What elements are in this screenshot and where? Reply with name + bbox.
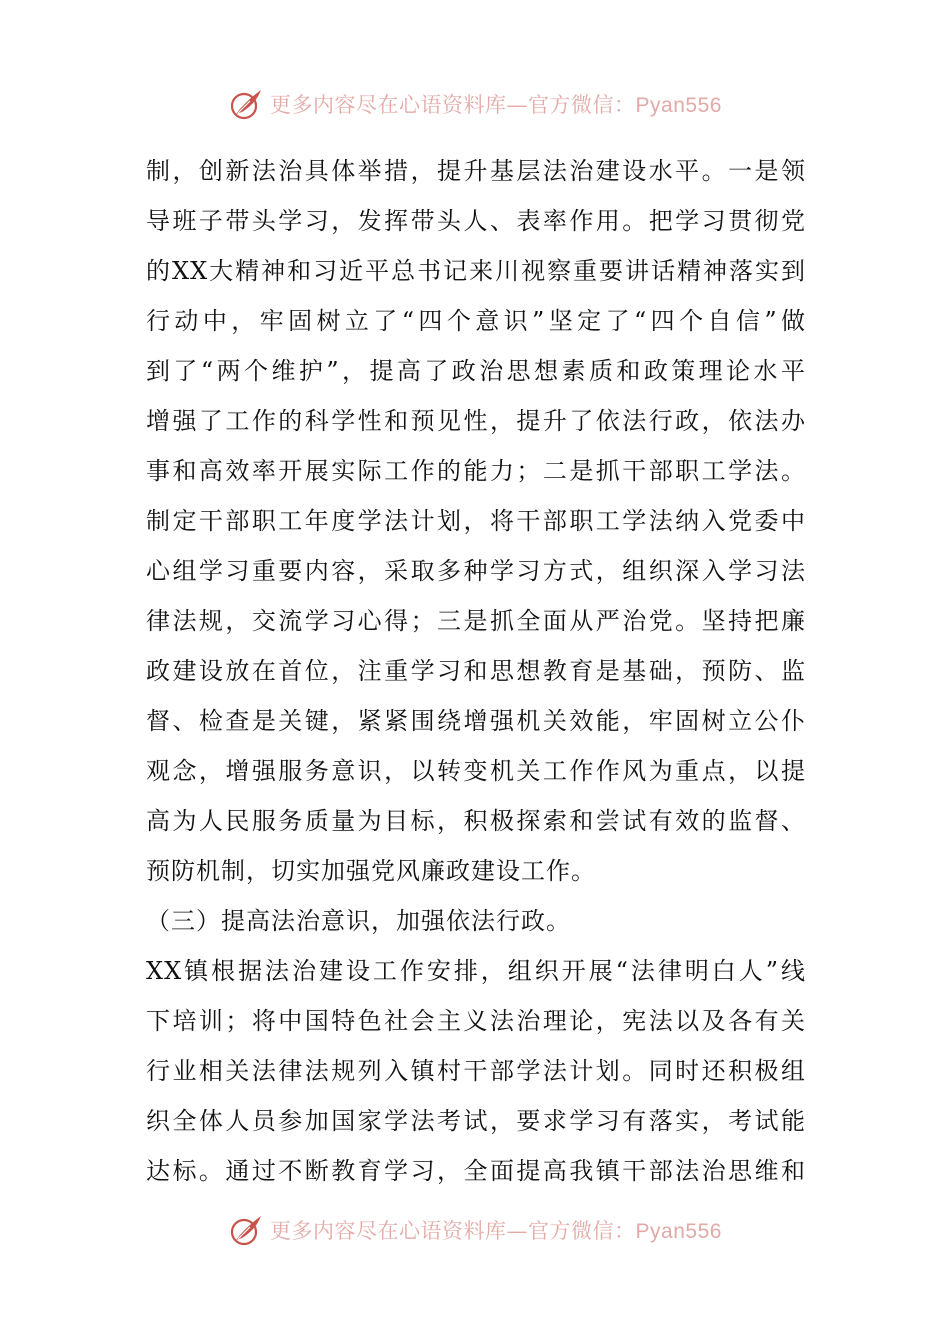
text-line: 下培训；将中国特色社会主义法治理论，宪法以及各有关 [146,1007,806,1035]
text-line: 政建设放在首位，注重学习和思想教育是基础，预防、监 [146,657,806,685]
text-line: （三）提高法治意识，加强依法行政。 [146,907,571,935]
text-line: 预防机制，切实加强党风廉政建设工作。 [146,857,596,885]
text-line: 导班子带头学习，发挥带头人、表率作用。把学习贯彻党 [146,207,806,235]
text-line: 增强了工作的科学性和预见性，提升了依法行政，依法办 [146,407,806,435]
text-line: 的XX大精神和习近平总书记来川视察重要讲话精神落实到 [146,257,806,285]
text-line: 织全体人员参加国家学法考试，要求学习有落实，考试能 [146,1107,806,1135]
watermark-text: 更多内容尽在心语资料库—官方微信：Pyan556 [270,1219,722,1243]
watermark-text: 更多内容尽在心语资料库—官方微信：Pyan556 [270,93,722,117]
quill-pen-logo-icon [228,1212,264,1248]
text-line: 律法规，交流学习心得；三是抓全面从严治党。坚持把廉 [146,607,806,635]
text-line: 高为人民服务质量为目标，积极探索和尝试有效的监督、 [146,807,806,835]
text-line: 观念，增强服务意识，以转变机关工作作风为重点，以提 [146,757,806,785]
text-line: 心组学习重要内容，采取多种学习方式，组织深入学习法 [146,557,806,585]
text-line: 行业相关法律法规列入镇村干部学法计划。同时还积极组 [146,1057,806,1085]
text-line: 到了“两个维护”，提高了政治思想素质和政策理论水平 [146,357,806,385]
text-line: XX镇根据法治建设工作安排，组织开展“法律明白人”线 [146,957,806,985]
text-line: 督、检查是关键，紧紧围绕增强机关效能，牢固树立公仆 [146,707,806,735]
text-line: 达标。通过不断教育学习，全面提高我镇干部法治思维和 [146,1157,806,1185]
text-line: 事和高效率开展实际工作的能力；二是抓干部职工学法。 [146,457,806,485]
header-watermark [0,84,950,124]
text-line: 制，创新法治具体举措，提升基层法治建设水平。一是领 [146,157,806,185]
text-line: 行动中，牢固树立了“四个意识”坚定了“四个自信”做 [146,307,806,335]
document-body [146,146,806,1196]
quill-pen-logo-icon [228,86,264,122]
text-line: 制定干部职工年度学法计划，将干部职工学法纳入党委中 [146,507,806,535]
footer-watermark [0,1210,950,1250]
